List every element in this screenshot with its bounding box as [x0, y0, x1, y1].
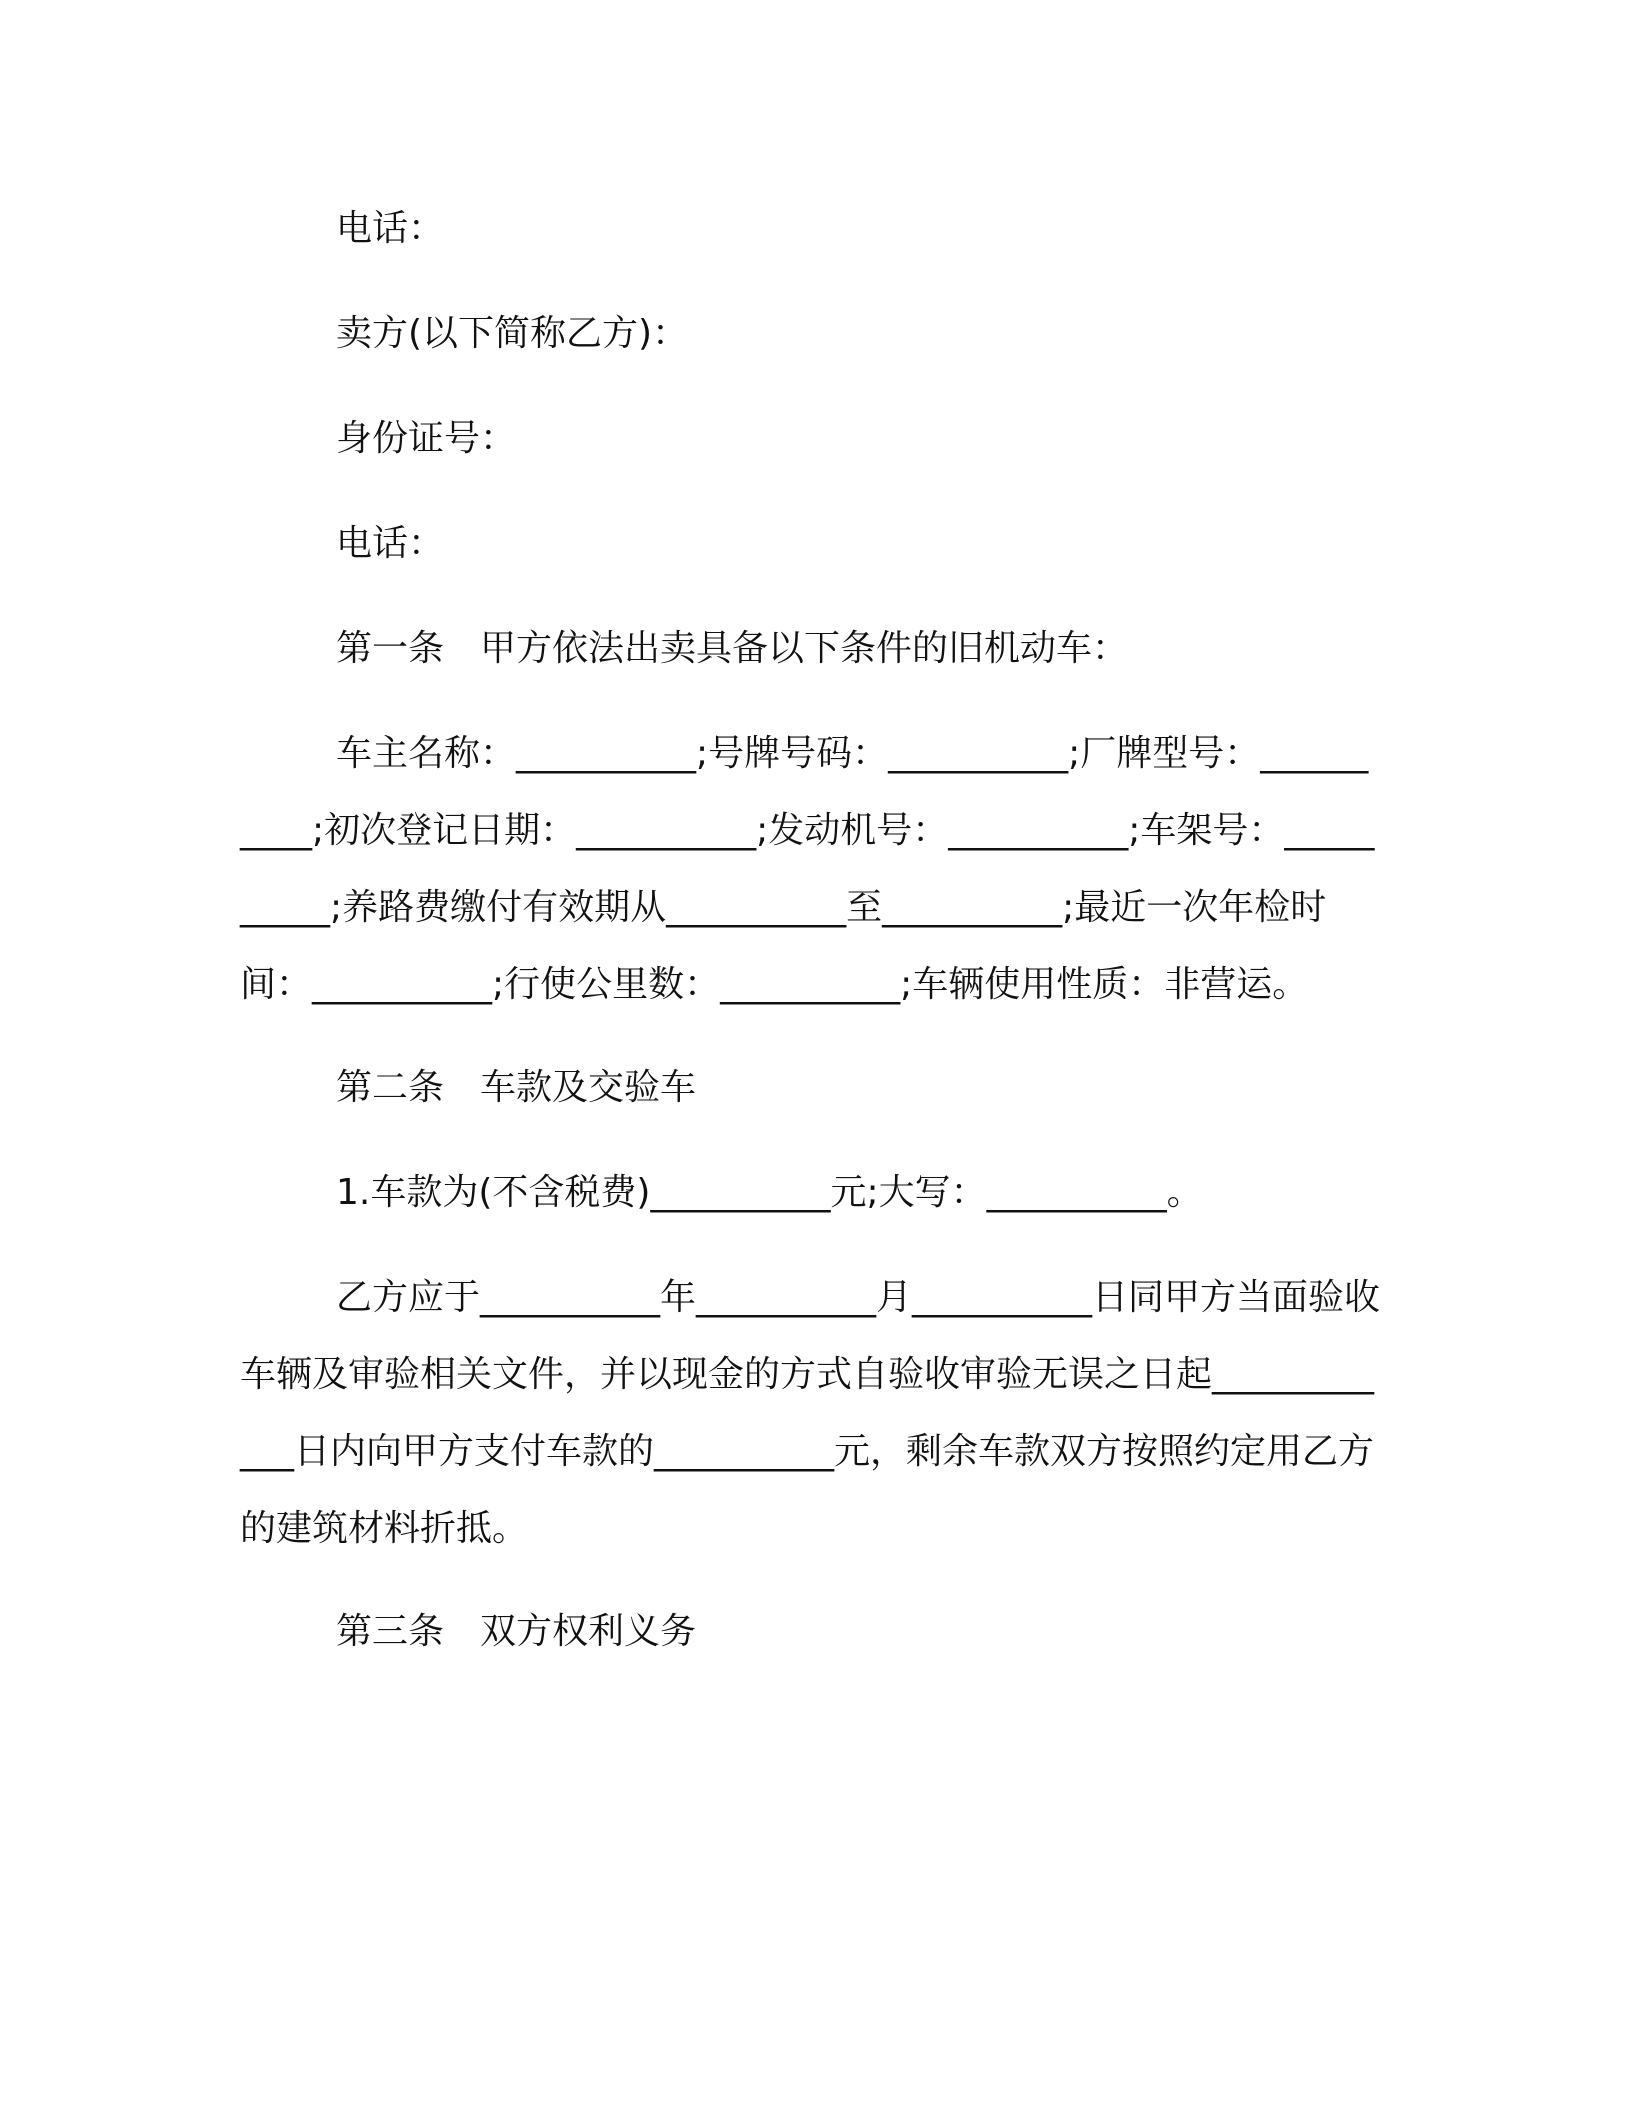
vehicle-details-paragraph: 车主名称：__________;号牌号码：__________;厂牌型号：__________;初次登记日期：__________;发动机号：__________;车架号：__________;养路费缴付有效期从__________至__________;最近一次年检时间：__________;行使公里数：__________;车辆使用性质：非营运。	[240, 733, 1375, 1005]
seller-id-line: 身份证号：	[336, 418, 517, 459]
seller-line: 卖方(以下简称乙方)：	[336, 313, 689, 354]
document-body	[240, 190, 1380, 1698]
seller-phone-line: 电话：	[336, 523, 445, 564]
payment-clause: 乙方应于__________年__________月__________日同甲方当面验收车辆及审验相关文件，并以现金的方式自验收审验无误之日起____________日内向甲方支付车款的__________元，剩余车款双方按照约定用乙方的建筑材料折抵。	[240, 1277, 1381, 1549]
article-1-heading: 第一条 甲方依法出卖具备以下条件的旧机动车：	[336, 628, 1129, 669]
article-2-heading: 第二条 车款及交验车	[336, 1067, 697, 1108]
article-3-heading: 第三条 双方权利义务	[336, 1611, 697, 1652]
price-clause: 1.车款为(不含税费)__________元;大写：__________。	[336, 1172, 1203, 1213]
buyer-phone-line: 电话：	[336, 208, 445, 249]
